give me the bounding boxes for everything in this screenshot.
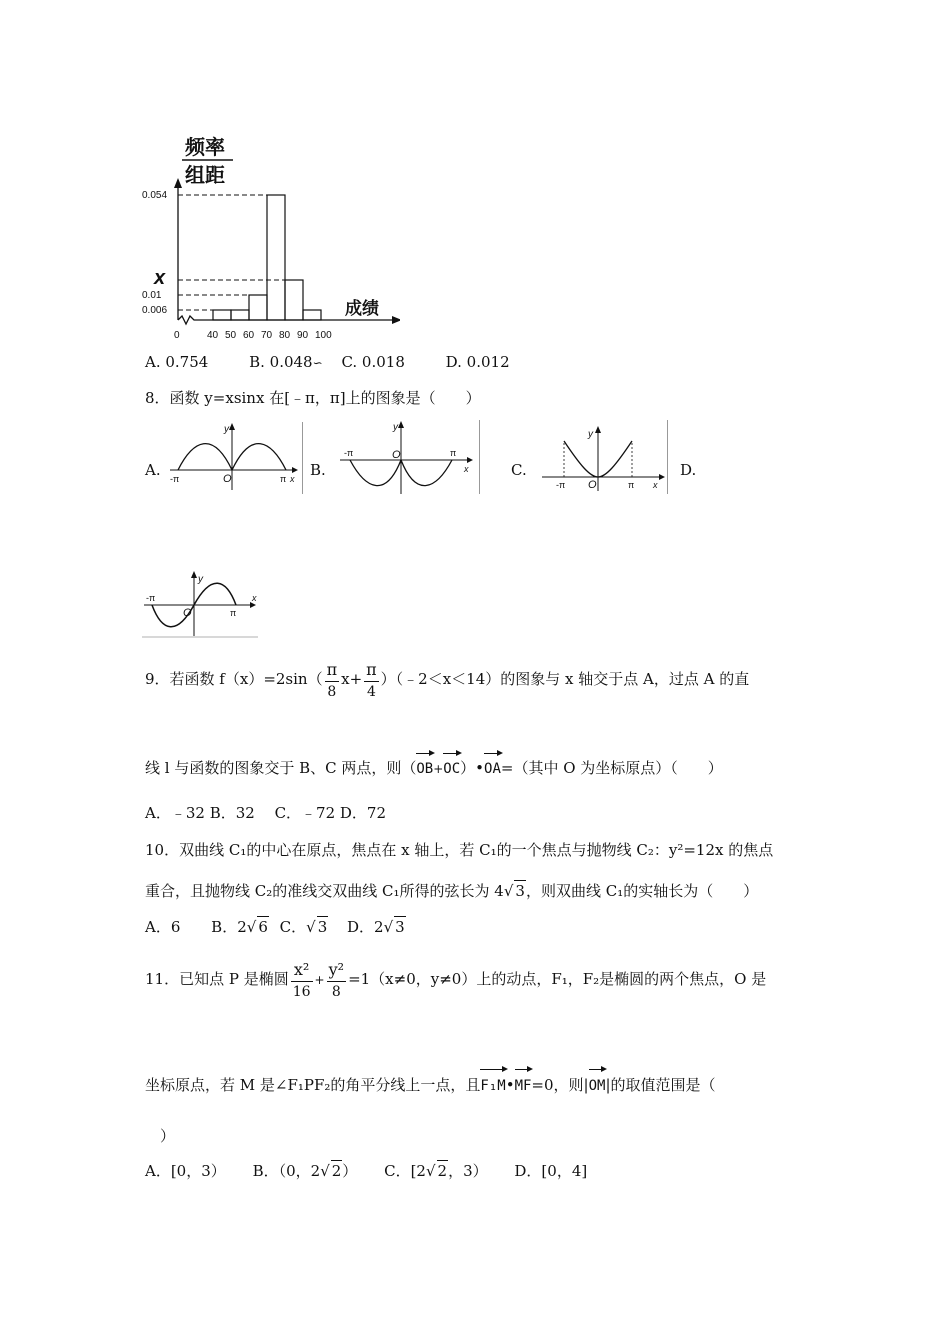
q11-line-1: 11．已知点 P 是椭圆 $\frac{\text{x²}}{16}$ + $\frac{\text{y²}}{8}$ =1（x≠0，y≠0）上的动点，F₁，F₂是椭圆的两个焦点，O 是 — [145, 959, 767, 1000]
q9-options[interactable]: A．﹣32 B．32 C．﹣72 D．72 — [145, 804, 387, 822]
pi-over-8-fraction: $\frac{\pi}{8}$ — [326, 659, 338, 700]
q9-line-1: 9．若函数 f（x）=2sin（ $\frac{\pi}{8}$ x+ $\frac{\pi}{4}$ ）（﹣2＜x＜14）的图象与 x 轴交于点 A，过点 A 的直 — [145, 659, 750, 700]
histogram-x-tick-label: 90 — [297, 330, 309, 341]
q7-option-c[interactable]: C. 0.018 — [341, 353, 405, 371]
histogram-ylabel-top: 频率 — [185, 137, 225, 159]
q8d-origin-label: O — [183, 607, 192, 619]
q8b-pi-label: π — [450, 448, 457, 458]
q8-option-d-label[interactable]: D. — [680, 461, 697, 479]
histogram-x-tick-label: 70 — [261, 330, 273, 341]
q10-line-1: 10．双曲线 C₁的中心在原点，焦点在 x 轴上，若 C₁的一个焦点与抛物线 C₂：y²=12x 的焦点 — [145, 841, 774, 859]
histogram-y-tick-label: x — [154, 267, 166, 289]
histogram-x-tick-label: 0 — [174, 330, 180, 341]
divider — [479, 420, 480, 494]
q8c-y-label: y — [588, 429, 593, 440]
histogram-bar — [213, 310, 231, 320]
q8d-x-label: x — [252, 593, 257, 603]
q8b-origin-label: O — [392, 449, 401, 461]
q8-option-c-label[interactable]: C. — [511, 461, 527, 479]
q11-option-c[interactable]: C．[2√ 2，3） — [384, 1162, 488, 1180]
q8a-y-label: y — [224, 424, 229, 435]
q8-graph-a[interactable] — [168, 422, 298, 492]
divider — [302, 422, 303, 494]
histogram-y-tick-label: 0.054 — [142, 190, 168, 201]
q7-option-b[interactable]: B. 0.048 — [249, 353, 313, 371]
histogram-xlabel: 成绩 — [345, 299, 379, 318]
histogram-x-tick-label: 80 — [279, 330, 291, 341]
q9-line-2: 线 l 与函数的图象交于 B、C 两点，则（OB+OC）•OA=（其中 O 为坐标原点）（ ） — [145, 750, 723, 782]
q8b-y-label: y — [393, 422, 398, 433]
histogram-bar — [249, 295, 267, 320]
q8c-negpi-label: -π — [556, 480, 566, 490]
vector-ob: OB — [416, 750, 433, 782]
scribble-mark-icon: ∽ — [312, 356, 323, 370]
q8-graph-d[interactable] — [142, 570, 260, 638]
pi-over-4-fraction: $\frac{\pi}{4}$ — [366, 659, 377, 700]
q8c-pi-label: π — [628, 480, 635, 490]
histogram-bar — [285, 280, 303, 320]
q8d-negpi-label: -π — [146, 593, 156, 603]
histogram-x-tick-label: 60 — [243, 330, 255, 341]
q8d-pi-label: π — [230, 608, 237, 618]
histogram-bar — [231, 310, 249, 320]
q7-option-d[interactable]: D. 0.012 — [445, 353, 510, 371]
vector-oc: OC — [443, 750, 460, 782]
histogram-bar — [267, 195, 285, 320]
q8-graph-b[interactable] — [338, 420, 473, 495]
vector-om: OM — [589, 1066, 606, 1100]
q7-options — [145, 352, 510, 373]
q8c-origin-label: O — [588, 479, 597, 491]
q8c-x-label: x — [653, 480, 658, 490]
q7-option-a[interactable]: A. 0.754 — [145, 353, 209, 371]
q10-option-d[interactable]: D．2√ 3 — [347, 918, 405, 936]
vector-mf: MF — [515, 1066, 532, 1100]
sqrt-3: 3 — [515, 882, 525, 900]
histogram-y-tick-label: 0.006 — [142, 305, 168, 316]
q10-option-b[interactable]: B．2√ 6 — [211, 918, 268, 936]
q10-line-2: 重合，且抛物线 C₂的准线交双曲线 C₁所得的弦长为 4√ 3，则双曲线 C₁的实轴长为（ ） — [145, 882, 759, 900]
q8a-origin-label: O — [223, 473, 232, 485]
histogram-x-tick-label: 50 — [225, 330, 237, 341]
q11-line-2: 坐标原点，若 M 是∠F₁PF₂的角平分线上一点，且F₁M•MF=0，则|OM|的取值范围是（ — [145, 1066, 716, 1100]
q8-option-b-label[interactable]: B. — [310, 461, 326, 479]
q8a-x-label: x — [290, 474, 295, 484]
q8d-y-label: y — [198, 574, 203, 585]
histogram-bar — [303, 310, 321, 320]
q8a-pi-label: π — [280, 474, 287, 484]
q8a-negpi-label: -π — [170, 474, 180, 484]
q11-option-b[interactable]: B．（0，2√ 2） — [252, 1162, 358, 1180]
q8-stem: 8．函数 y=xsinx 在[﹣π，π]上的图象是（ ） — [145, 389, 481, 407]
vector-f1m: F₁M — [480, 1066, 505, 1100]
vector-oa: OA — [484, 750, 501, 782]
q10-options — [145, 916, 406, 937]
histogram-ylabel-bottom: 组距 — [185, 165, 225, 187]
x2-over-16-fraction: $\frac{\text{x²}}{16}$ — [292, 959, 311, 1000]
q11-option-d[interactable]: D．[0，4] — [514, 1162, 588, 1180]
histogram-x-tick-label: 100 — [315, 330, 332, 341]
q11-line-3: ） — [160, 1127, 176, 1145]
q11-option-a[interactable]: A．[0，3） — [145, 1162, 226, 1180]
frequency-histogram — [140, 130, 400, 345]
q8-graph-c[interactable] — [540, 425, 665, 493]
q11-options — [145, 1160, 587, 1181]
divider — [667, 420, 668, 494]
q10-option-a[interactable]: A．6 — [145, 918, 181, 936]
histogram-y-tick-label: 0.01 — [142, 290, 162, 301]
q8b-x-label: x — [464, 464, 469, 474]
q8b-negpi-label: -π — [344, 448, 354, 458]
y2-over-8-fraction: $\frac{\text{y²}}{8}$ — [328, 959, 345, 1000]
q10-option-c[interactable]: C．√ 3 — [279, 918, 328, 936]
histogram-x-tick-label: 40 — [207, 330, 219, 341]
q8-option-a-label[interactable]: A. — [145, 461, 161, 479]
